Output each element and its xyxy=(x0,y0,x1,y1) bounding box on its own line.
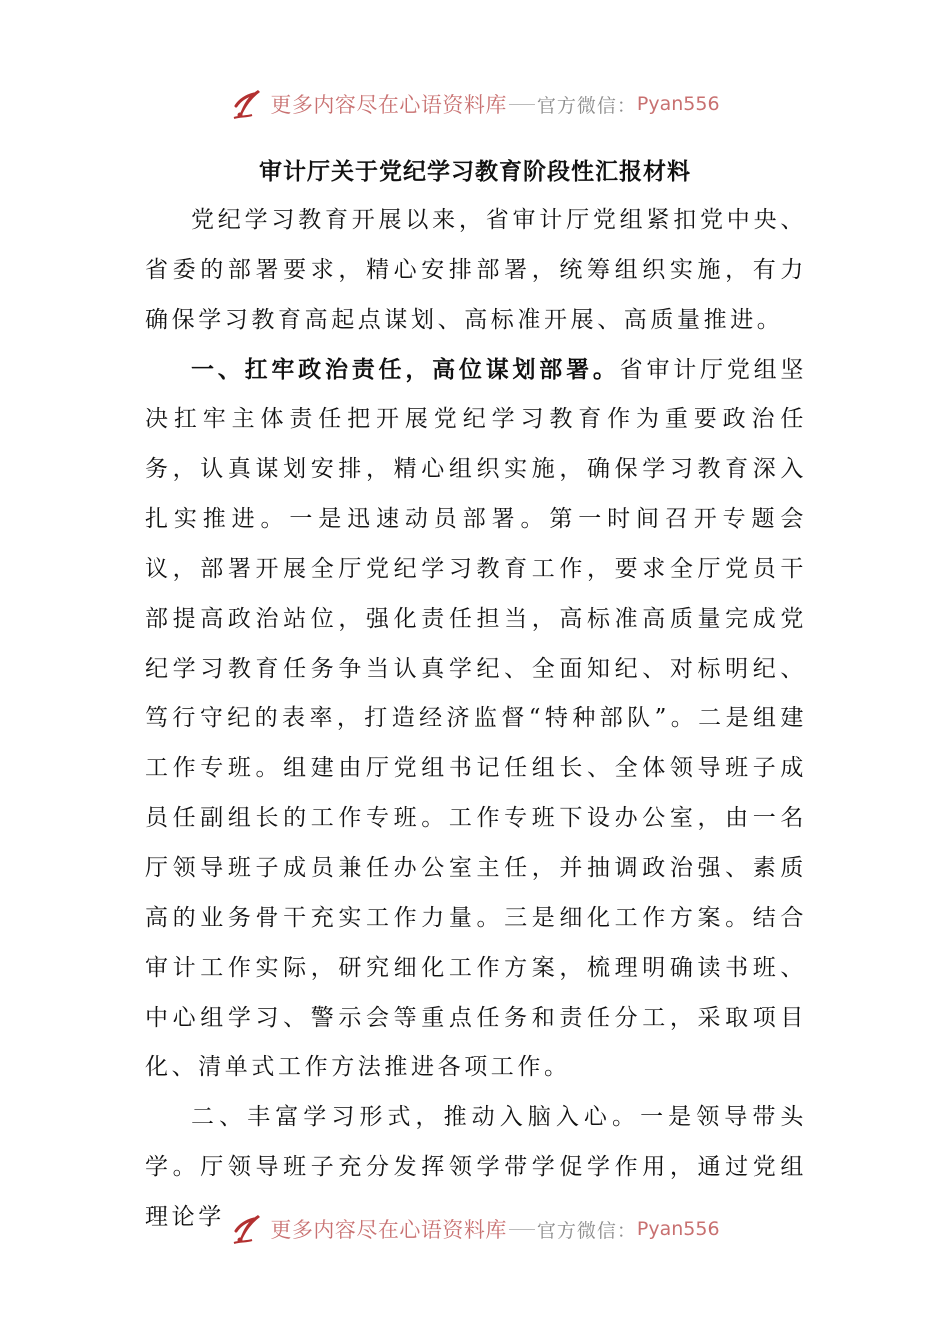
paragraph-section-1 xyxy=(145,346,807,1094)
watermark-divider xyxy=(509,104,535,105)
section-1-heading: 一、扛牢政治责任，高位谋划部署。 xyxy=(191,356,620,383)
quill-logo-icon xyxy=(230,1211,266,1247)
watermark-wechat-id: Pyan556 xyxy=(636,1218,720,1240)
watermark-wechat-id: Pyan556 xyxy=(636,93,720,115)
paragraph-intro: 党纪学习教育开展以来，省审计厅党组紧扣党中央、省委的部署要求，精心安排部署，统筹组织实施，有力确保学习教育高起点谋划、高标准开展、高质量推进。 xyxy=(145,207,807,333)
document-title: 审计厅关于党纪学习教育阶段性汇报材料 xyxy=(259,159,691,185)
watermark-divider xyxy=(509,1229,535,1230)
watermark-label: 官方微信： xyxy=(536,94,637,117)
section-1-body: 省审计厅党组坚决扛牢主体责任把开展党纪学习教育作为重要政治任务，认真谋划安排，精心组织实施，确保学习教育深入扎实推进。一是迅速动员部署。第一时间召开专题会议，部署开展全厅党纪学习教育工作，要求全厅党员干部提高政治站位，强化责任担当，高标准高质量完成党纪学习教育任务争当认真学纪、全面知纪、对标明纪、笃行守纪的表率，打造经济监督“特种部队”。二是组建工作专班。组建由厅党组书记任组长、全体领导班子成员任副组长的工作专班。工作专班下设办公室，由一名厅领导班子成员兼任办公室主任，并抽调政治强、素质高的业务骨干充实工作力量。三是细化工作方案。结合审计工作实际，研究细化工作方案，梳理明确读书班、中心组学习、警示会等重点任务和责任分工，采取项目化、清单式工作方法推进各项工作。 xyxy=(145,356,807,1081)
document-body xyxy=(145,196,807,1243)
quill-logo-icon xyxy=(230,86,266,122)
watermark-label: 官方微信： xyxy=(536,1219,637,1242)
footer-watermark xyxy=(0,1209,950,1249)
paragraph-section-2: 二、丰富学习形式，推动入脑入心。一是领导带头学。厅领导班子充分发挥领学带学促学作用，通过党组理论学 xyxy=(145,1104,807,1230)
watermark-brand: 更多内容尽在心语资料库 xyxy=(270,93,507,117)
header-watermark xyxy=(0,84,950,124)
watermark-brand: 更多内容尽在心语资料库 xyxy=(270,1218,507,1242)
